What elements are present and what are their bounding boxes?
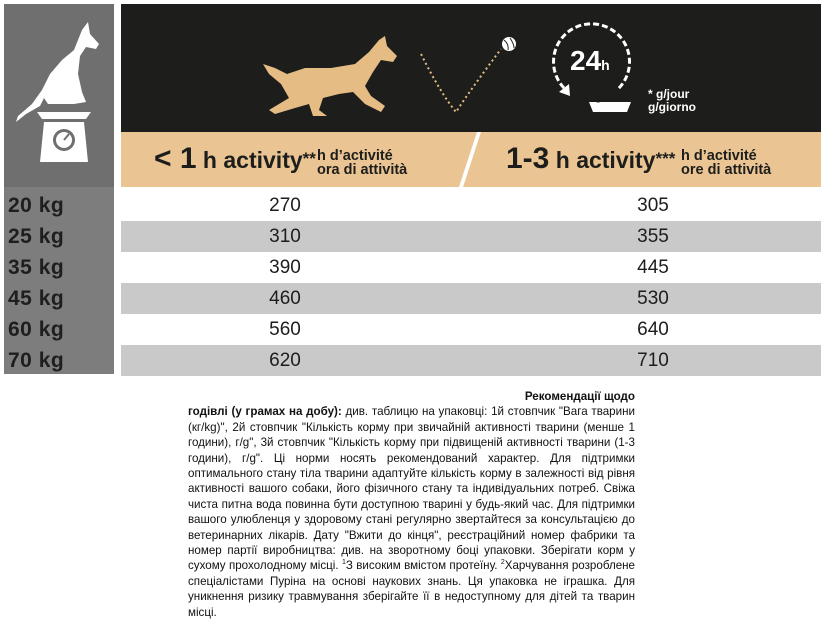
ball-trajectory-icon: [411, 34, 521, 119]
unit-note: [648, 88, 696, 114]
weight-label: 60 kg: [8, 318, 65, 341]
low-activity-value: 460: [269, 288, 301, 309]
table-row: [121, 190, 821, 221]
high-activity-value: 710: [637, 350, 669, 371]
low-activity-value: 310: [269, 226, 301, 247]
weight-label: 20 kg: [8, 194, 65, 217]
column-low-stars: **: [302, 149, 316, 168]
running-dog-icon: [261, 34, 411, 119]
instructions-lead: годівлі (у грамах на добу):: [188, 405, 342, 419]
clock-unit: h: [601, 57, 610, 73]
footnote-marker: 2: [500, 559, 505, 567]
weight-label: 45 kg: [8, 287, 65, 310]
table-row: [121, 345, 821, 376]
instructions-paragraph: З високим вмістом протеїну.: [345, 559, 501, 573]
weight-label: 35 kg: [8, 256, 65, 279]
weight-label: 25 kg: [8, 225, 65, 248]
column-low-title: [154, 144, 316, 175]
column-high-main: 1-3: [506, 142, 550, 175]
column-low-sub-line: h d’activité: [317, 148, 393, 164]
column-low-unit: h activity: [196, 147, 303, 173]
bowl-label: gram*: [595, 91, 627, 103]
high-activity-value: 305: [637, 195, 669, 216]
instructions-paragraph: Харчування розроблене спеціалістами Пуріна на основі наукових знань. Ця упаковка не іграшка. Для уникнення ризику травмування зберігайте її в недоступному для дітей та тварин місці.: [188, 559, 636, 619]
table-row: [121, 314, 821, 345]
unit-note-line: g/giorno: [648, 100, 696, 114]
low-activity-value: 560: [269, 319, 301, 340]
footnote-marker: 1: [341, 559, 346, 567]
instructions-body: [188, 404, 635, 620]
high-activity-value: 355: [637, 226, 669, 247]
table-row: [121, 221, 821, 252]
low-activity-value: 620: [269, 350, 301, 371]
instructions-title: Рекомендації щодо: [524, 390, 635, 403]
column-high-subtitle: [681, 149, 771, 177]
column-low-sub-line: ora di attività: [317, 162, 408, 178]
feeding-header: [121, 4, 821, 132]
column-high-sub-line: ore di attività: [681, 162, 772, 178]
high-activity-value: 445: [637, 257, 669, 278]
column-high-title: [506, 144, 675, 175]
low-activity-value: 390: [269, 257, 301, 278]
feeding-instructions: [188, 389, 635, 620]
low-activity-value: 270: [269, 195, 301, 216]
instructions-paragraph: див. таблицю на упаковці: 1й стовпчик "Вага тварини (кг/kg)", 2й стовпчик "Кількість корму при звичайній активності тварини (менше 1 години), г/g", 3й стовпчик "Кількість корму при підвищеній активності тварини (1-3 години), г/g". Ці норми носять рекомендований характер. Для підтримки оптимального стану тіла тварини адаптуйте кількість корму в залежності від рівня активності вашого собаки, його фізичного стану та індивідуальних потреб. Свіжа чиста питна вода повинна бути доступною тварині у будь-який час. Для підтримки вашого улюбленця у здоровому стані регулярно звертайтеся за консультацією до ветеринарних лікарів. Дату "Вжити до кінця", реєстраційний номер фабрики та номер партії виробництва: див. на зворотному боці упаковки. Зберігати корм у сухому прохолодному місці.: [188, 405, 635, 573]
column-high-stars: ***: [655, 149, 676, 168]
weight-label: 70 kg: [8, 349, 65, 372]
high-activity-value: 640: [637, 319, 669, 340]
column-high-sub-line: h d’activité: [681, 148, 757, 164]
column-low-main: < 1: [154, 142, 197, 175]
high-activity-value: 530: [637, 288, 669, 309]
activity-header: [121, 132, 821, 187]
dog-on-scale-icon: [4, 4, 114, 187]
column-low-subtitle: [317, 149, 407, 177]
divider-slash: [451, 132, 491, 187]
table-row: [121, 252, 821, 283]
unit-note-line: * g/jour: [648, 87, 690, 101]
column-high-unit: h activity: [549, 147, 656, 173]
table-row: [121, 283, 821, 314]
weight-column: [4, 4, 114, 374]
clock-label: 24: [570, 45, 602, 76]
